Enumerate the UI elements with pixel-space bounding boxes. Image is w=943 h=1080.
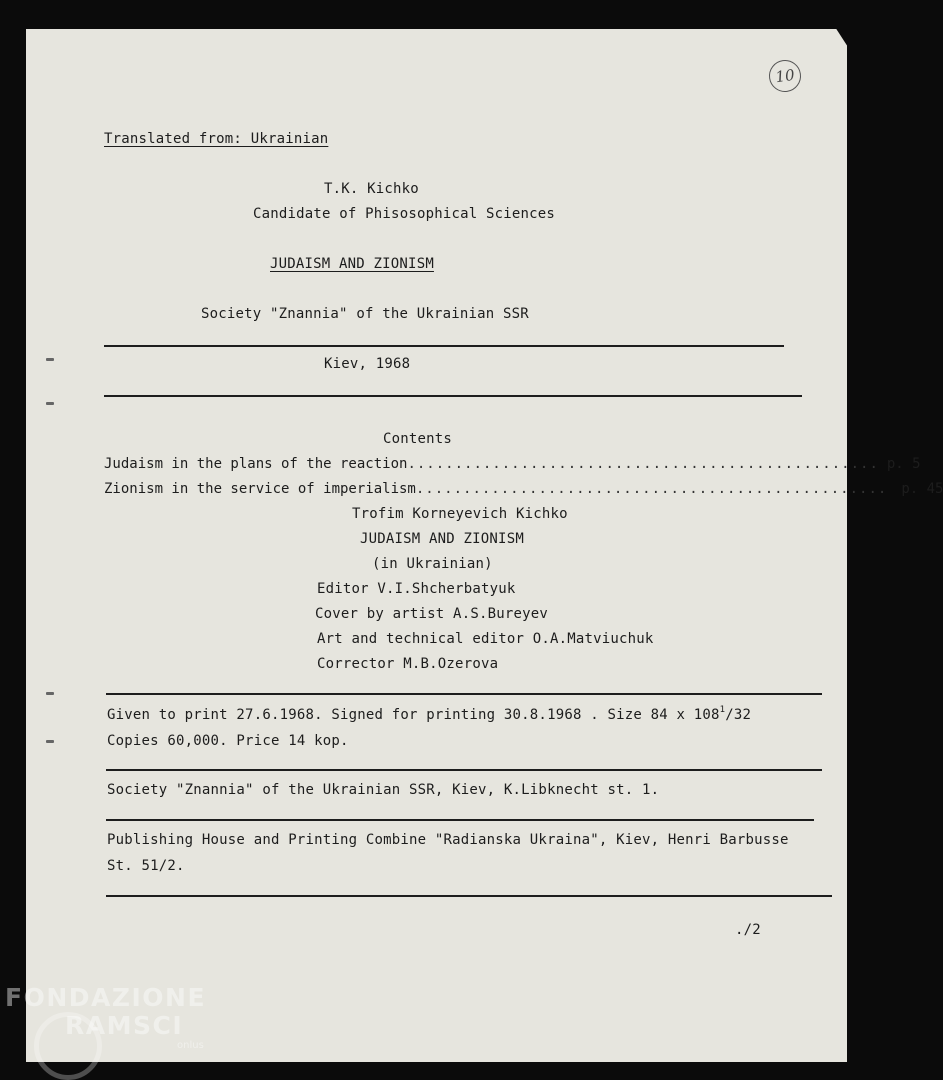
- divider: [104, 395, 802, 397]
- toc-entry-page: p. 45: [901, 481, 943, 497]
- watermark-line-3: onlus: [177, 1040, 204, 1051]
- watermark-line-2: RAMSCI: [65, 1011, 184, 1040]
- divider: [104, 345, 784, 347]
- divider: [106, 769, 822, 771]
- author-title: Candidate of Phisosophical Sciences: [253, 206, 556, 222]
- credits-title: JUDAISM AND ZIONISM: [360, 531, 524, 547]
- translated-from-label: Translated from: Ukrainian: [104, 131, 329, 147]
- imprint-size-superscript: 1: [719, 705, 726, 715]
- credits-art-editor: Art and technical editor O.A.Matviuchuk: [317, 631, 654, 647]
- publisher: Society "Znannia" of the Ukrainian SSR: [201, 306, 529, 322]
- imprint-size-fraction: /32: [725, 707, 752, 723]
- continuation-marker: ./2: [735, 922, 761, 938]
- contents-heading: Contents: [383, 431, 453, 447]
- printer-line-2: St. 51/2.: [107, 858, 185, 874]
- punch-mark: [46, 692, 54, 695]
- toc-leader-dots: ..................................................: [415, 481, 888, 497]
- imprint-copies-price: Copies 60,000. Price 14 kop.: [107, 733, 349, 749]
- punch-mark: [46, 402, 54, 405]
- credits-language: (in Ukrainian): [372, 556, 493, 572]
- watermark-line-1: FONDAZIONE: [5, 983, 207, 1012]
- punch-mark: [46, 358, 54, 361]
- place-year: Kiev, 1968: [324, 356, 411, 372]
- credits-editor: Editor V.I.Shcherbatyuk: [317, 581, 516, 597]
- toc-entry-title: Zionism in the service of imperialism: [104, 481, 416, 497]
- printer-line-1: Publishing House and Printing Combine "Radianska Ukraina", Kiev, Henri Barbusse: [107, 832, 789, 848]
- society-address: Society "Znannia" of the Ukrainian SSR, Kiev, K.Libknecht st. 1.: [107, 782, 660, 798]
- handwritten-page-number: 10: [767, 58, 803, 94]
- imprint-print-details: [107, 707, 751, 723]
- divider: [106, 895, 832, 897]
- watermark: [5, 985, 206, 1051]
- credits-cover: Cover by artist A.S.Bureyev: [315, 606, 548, 622]
- toc-entry-title: Judaism in the plans of the reaction: [104, 456, 408, 472]
- toc-entry: [104, 456, 921, 472]
- book-title: JUDAISM AND ZIONISM: [270, 256, 434, 272]
- toc-entry-page: p. 5: [886, 456, 921, 472]
- author-name: T.K. Kichko: [324, 181, 419, 197]
- toc-entry: [104, 481, 943, 497]
- punch-mark: [46, 740, 54, 743]
- credits-full-name: Trofim Korneyevich Kichko: [352, 506, 568, 522]
- credits-corrector: Corrector M.B.Ozerova: [317, 656, 499, 672]
- divider: [106, 819, 814, 821]
- toc-leader-dots: ..................................................: [407, 456, 879, 472]
- divider: [106, 693, 822, 695]
- imprint-print-dates: Given to print 27.6.1968. Signed for printing 30.8.1968 . Size 84 x 108: [107, 707, 720, 723]
